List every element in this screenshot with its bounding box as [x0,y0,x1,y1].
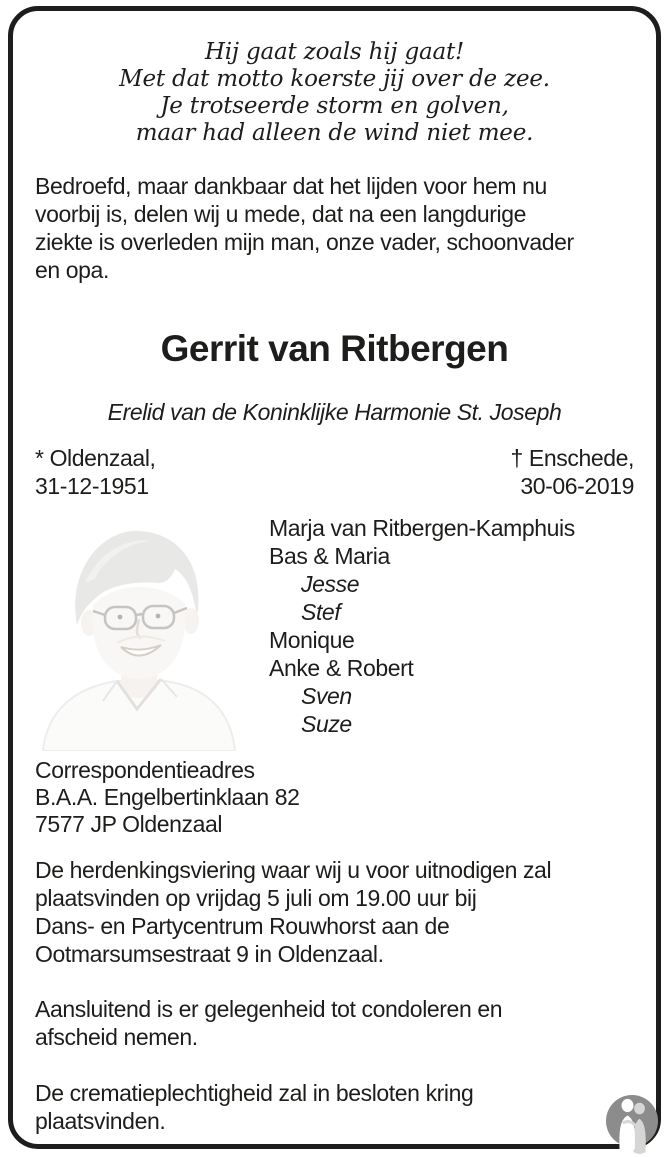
birth-info [35,444,156,500]
poem-line: Je trotseerde storm en golven, [160,93,509,119]
embracing-figures-icon [604,1094,660,1156]
announcement-line: voorbij is, delen wij u mede, dat na een langdurige [35,201,527,227]
poem-line: Hij gaat zoals hij gaat! [204,39,465,65]
service-line: De herdenkingsviering waar wij u voor uitnodigen zal [35,857,552,883]
poem-line: maar had alleen de wind niet mee. [135,120,534,146]
funeral-home-logo [604,1094,660,1156]
family-member: Marja van Ritbergen-Kamphuis [269,515,575,541]
service-line: plaatsvinden op vrijdag 5 juli om 19.00 uur bij [35,885,477,911]
cremation-line: plaatsvinden. [35,1108,166,1134]
announcement-line: ziekte is overleden mijn man, onze vader, schoonvader [35,229,574,255]
announcement-text [35,172,634,284]
family-member: Anke & Robert [269,655,414,681]
family-list [269,513,575,751]
death-place-line [511,444,635,472]
memorial-service-details [35,856,634,968]
death-date: 30-06-2019 [520,473,634,499]
condolence-line: Aansluitend is er gelegenheid tot condoleren en [35,996,503,1022]
birth-place-line [35,444,156,472]
portrait-photo-illustration [25,513,249,751]
family-member-grandchild: Stef [301,599,341,625]
birth-place: Oldenzaal, [49,445,156,471]
announcement-line: Bedroefd, maar dankbaar dat het lijden voor hem nu [35,173,547,199]
death-place: Enschede, [528,445,634,471]
correspondence-postal-city: 7577 JP Oldenzaal [35,811,223,837]
announcement-line: en opa. [35,257,109,283]
correspondence-label: Correspondentieadres [35,757,255,783]
birth-death-dates [35,444,634,500]
correspondence-address [35,757,634,838]
cremation-info [35,1079,634,1135]
service-line: Ootmarsumsestraat 9 in Oldenzaal. [35,941,384,967]
condolence-info [35,995,634,1051]
family-member: Monique [269,627,355,653]
birth-date: 31-12-1951 [35,473,149,499]
portrait-photo [25,513,249,751]
poem-line: Met dat motto koerste jij over de zee. [119,66,550,92]
family-member-grandchild: Sven [301,683,352,709]
obituary-card [8,6,661,1149]
family-member-grandchild: Jesse [301,571,360,597]
honorary-title: Erelid van de Koninklijke Harmonie St. Joseph [107,399,562,425]
poem [35,39,634,147]
family-member: Bas & Maria [269,543,390,569]
condolence-line: afscheid nemen. [35,1024,198,1050]
death-info [511,444,635,500]
deceased-name: Gerrit van Ritbergen [160,328,509,369]
photo-and-family-section [35,513,634,751]
family-member-grandchild: Suze [301,711,352,737]
cremation-line: De crematieplechtigheid zal in besloten kring [35,1080,474,1106]
service-line: Dans- en Partycentrum Rouwhorst aan de [35,913,450,939]
asterisk-born-icon: * [35,445,44,471]
dagger-died-icon: † [510,445,523,471]
correspondence-street: B.A.A. Engelbertinklaan 82 [35,784,300,810]
